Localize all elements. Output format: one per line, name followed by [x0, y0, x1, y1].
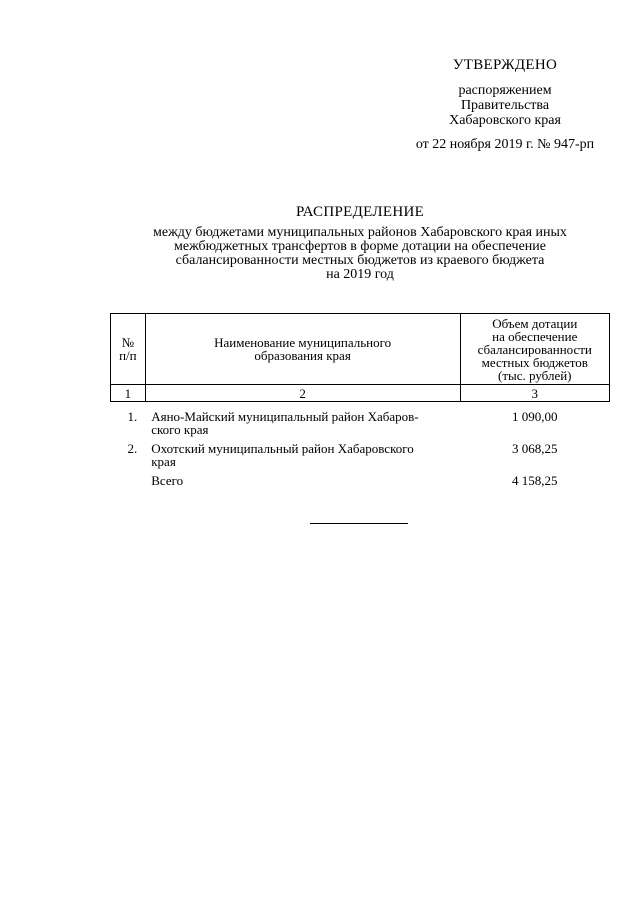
row-amount: 1 090,00 — [512, 409, 558, 424]
row-name: Аяно-Майский муниципальный район Хабаров- ского края — [151, 409, 419, 437]
approval-date: от 22 ноября 2019 г. № 947-рп — [415, 137, 595, 152]
column-number-row — [111, 385, 610, 402]
row-amount: 3 068,25 — [512, 441, 558, 456]
title-line: сбалансированности местных бюджетов из краевого бюджета — [175, 253, 545, 268]
header-amount: Объем дотации на обеспечение сбалансированности местных бюджетов (тыс. рублей) — [460, 314, 609, 385]
column-number: 1 — [111, 385, 146, 402]
approval-line: Правительства — [460, 98, 550, 113]
approval-line: Хабаровского края — [449, 113, 561, 128]
row-number: 1. — [127, 409, 138, 424]
total-amount: 4 158,25 — [512, 473, 558, 488]
distribution-table — [110, 313, 610, 487]
title-main: РАСПРЕДЕЛЕНИЕ — [295, 204, 425, 220]
total-label: Всего — [151, 473, 184, 488]
title-line: межбюджетных трансфертов в форме дотации на обеспечение — [174, 239, 546, 254]
title-line: между бюджетами муниципальных районов Хабаровского края иных — [153, 225, 567, 240]
table-header-row — [111, 314, 610, 385]
approval-heading: УТВЕРЖДЕНО — [452, 57, 558, 73]
header-number: № п/п — [111, 314, 146, 385]
table-row — [111, 402, 610, 437]
header-name: Наименование муниципального образования края — [145, 314, 460, 385]
document-title — [110, 205, 610, 282]
table-row — [111, 436, 610, 468]
row-name: Охотский муниципальный район Хабаровского края — [151, 441, 414, 469]
title-line: на 2019 год — [326, 267, 394, 282]
approval-line: распоряжением — [458, 83, 552, 98]
approval-block — [395, 58, 615, 152]
row-number: 2. — [127, 441, 138, 456]
total-row — [111, 468, 610, 487]
column-number: 3 — [460, 385, 609, 402]
total-number — [111, 468, 146, 487]
column-number: 2 — [145, 385, 460, 402]
closing-rule — [310, 523, 408, 524]
